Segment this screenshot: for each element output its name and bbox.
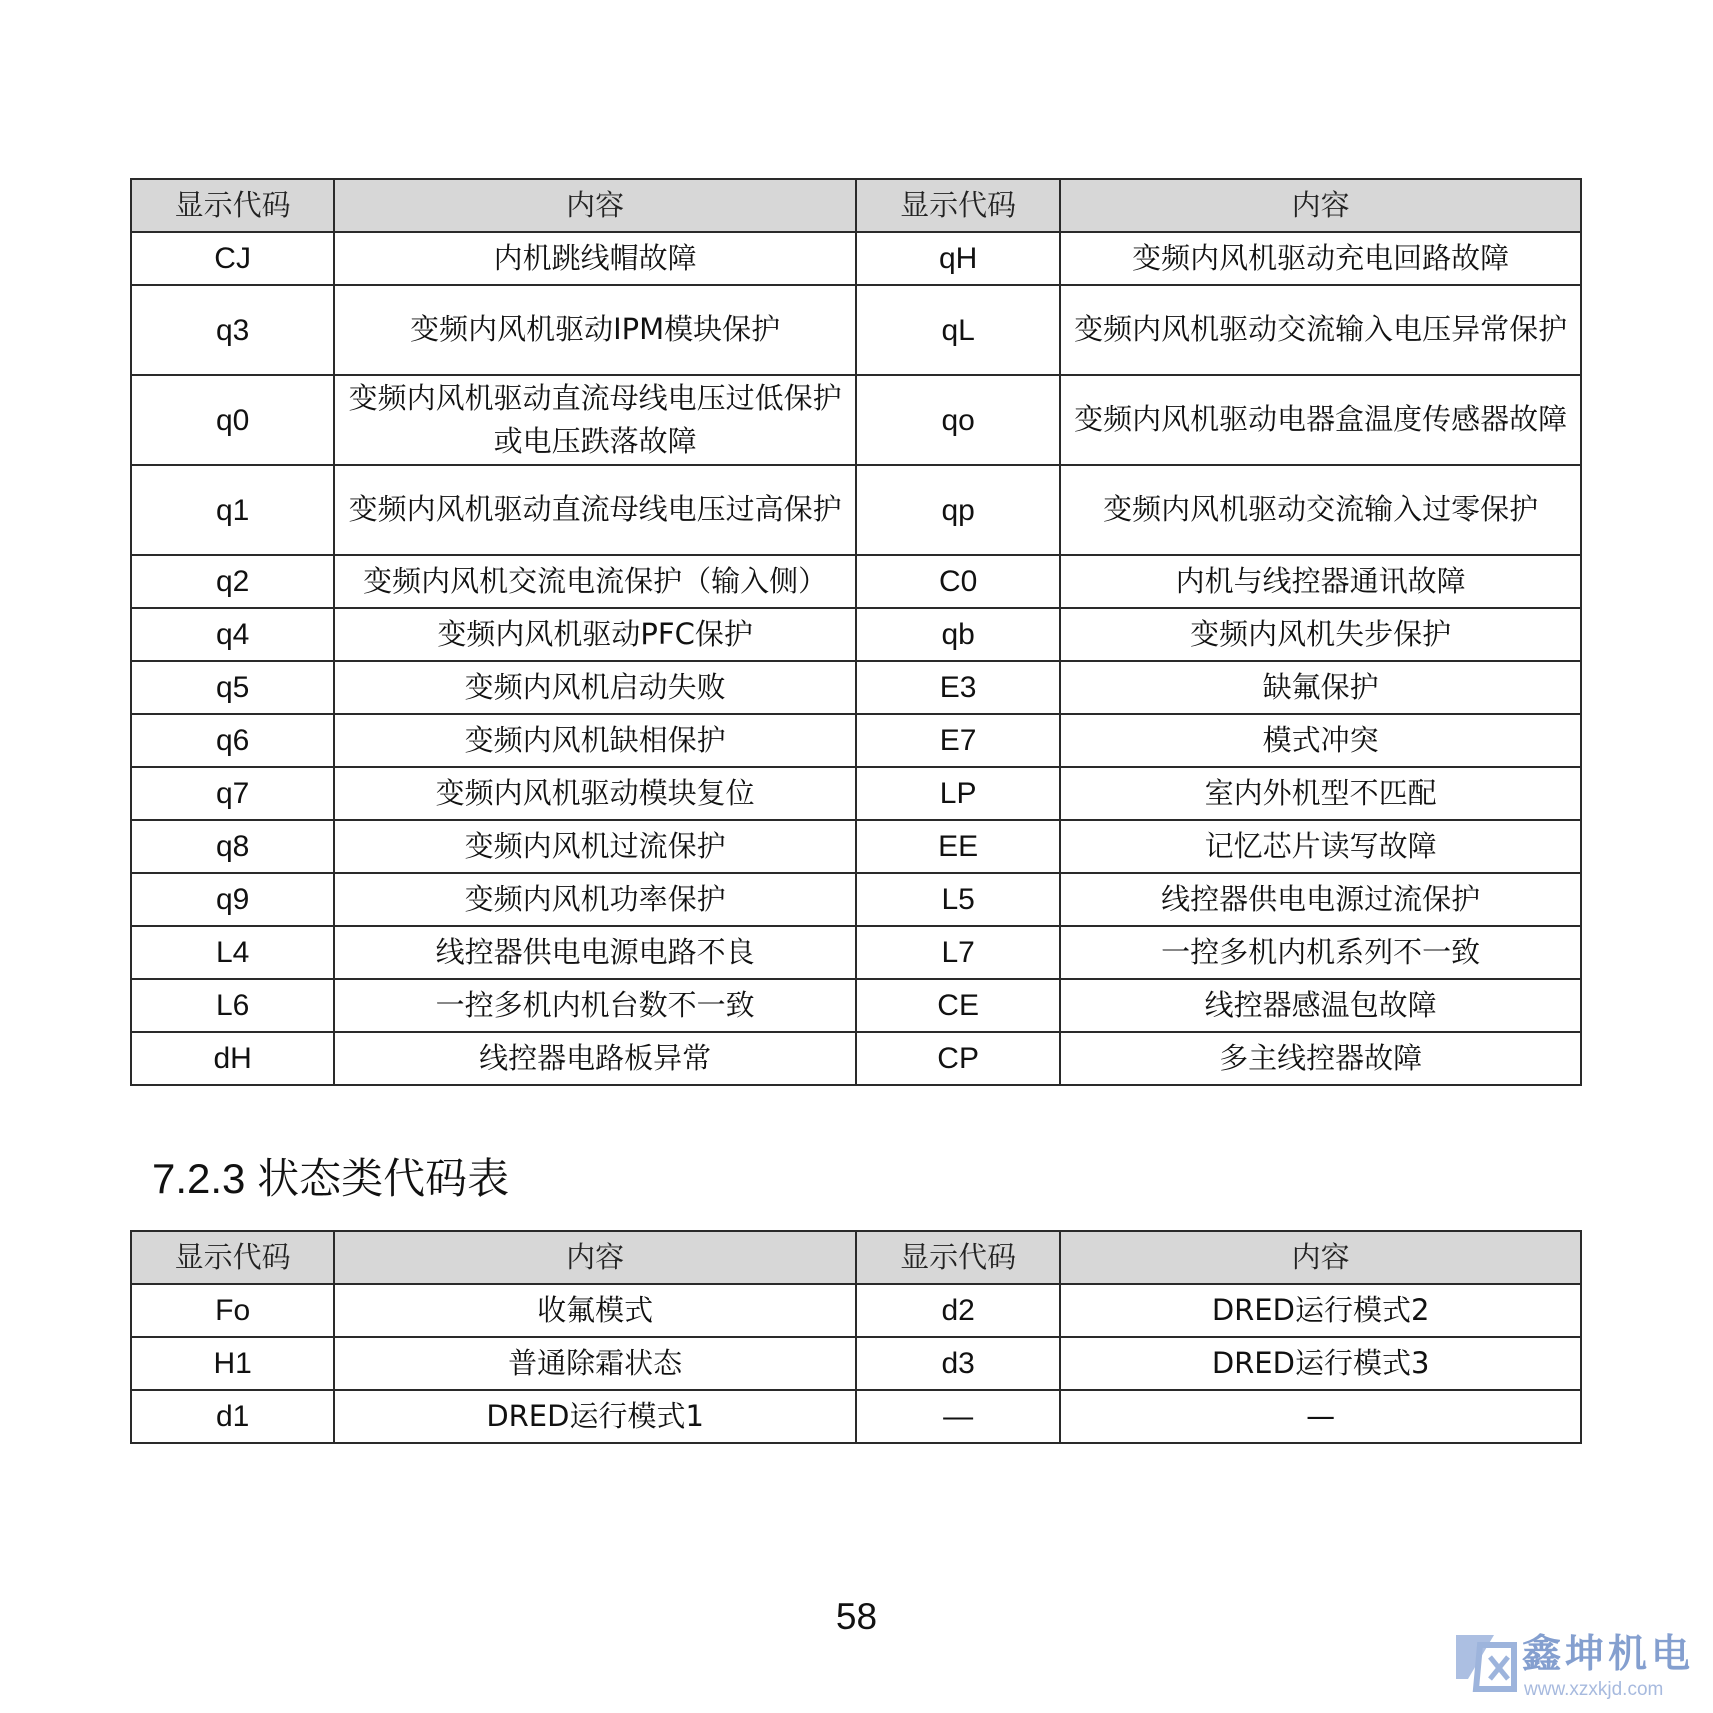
code-cell: CP [856,1032,1060,1085]
code-cell: Fo [131,1284,334,1337]
code-cell: dH [131,1032,334,1085]
header-content: 内容 [334,1231,856,1284]
content-cell: 变频内风机驱动IPM模块保护 [334,285,856,375]
table-row [131,1284,1581,1337]
header-code: 显示代码 [131,179,334,232]
content-cell: 变频内风机驱动直流母线电压过高保护 [334,465,856,555]
table-row [131,285,1581,375]
table-row [131,232,1581,285]
content-cell: 变频内风机驱动电器盒温度传感器故障 [1060,375,1581,465]
header-code: 显示代码 [131,1231,334,1284]
header-content: 内容 [334,179,856,232]
content-cell: 缺氟保护 [1060,661,1581,714]
content-cell: 变频内风机启动失败 [334,661,856,714]
code-cell: C0 [856,555,1060,608]
table-row [131,926,1581,979]
code-cell: — [856,1390,1060,1443]
content-cell: 一控多机内机台数不一致 [334,979,856,1032]
watermark-url: www.xzxkjd.com [1524,1679,1664,1700]
content-cell: 室内外机型不匹配 [1060,767,1581,820]
code-cell: CE [856,979,1060,1032]
code-cell: CJ [131,232,334,285]
content-cell: 线控器供电电源过流保护 [1060,873,1581,926]
content-cell: 变频内风机驱动模块复位 [334,767,856,820]
section-heading: 7.2.3 状态类代码表 [152,1155,510,1202]
code-cell: q4 [131,608,334,661]
header-code: 显示代码 [856,1231,1060,1284]
content-cell: DRED运行模式2 [1060,1284,1581,1337]
code-cell: qb [856,608,1060,661]
content-cell: 变频内风机缺相保护 [334,714,856,767]
code-cell: q5 [131,661,334,714]
watermark-name: 鑫坤机电 [1522,1632,1695,1677]
header-code: 显示代码 [856,179,1060,232]
content-cell: 收氟模式 [334,1284,856,1337]
content-cell: 变频内风机驱动充电回路故障 [1060,232,1581,285]
code-cell: q9 [131,873,334,926]
code-cell: LP [856,767,1060,820]
code-cell: q1 [131,465,334,555]
code-cell: E7 [856,714,1060,767]
header-content: 内容 [1060,1231,1581,1284]
table-row [131,873,1581,926]
table-row [131,820,1581,873]
table-header-row [131,1231,1581,1284]
content-cell: DRED运行模式1 [334,1390,856,1443]
code-cell: EE [856,820,1060,873]
content-cell: 变频内风机驱动交流输入过零保护 [1060,465,1581,555]
table-row [131,1337,1581,1390]
table-row [131,465,1581,555]
table-row [131,1390,1581,1443]
status-code-table [130,1230,1582,1444]
code-cell: q7 [131,767,334,820]
code-cell: d3 [856,1337,1060,1390]
xk-logo-icon [1450,1627,1520,1697]
code-cell: E3 [856,661,1060,714]
table-header-row [131,179,1581,232]
watermark [1450,1619,1705,1711]
code-cell: q0 [131,375,334,465]
page-number: 58 [835,1596,878,1637]
content-cell: DRED运行模式3 [1060,1337,1581,1390]
code-cell: qp [856,465,1060,555]
fault-code-table [130,178,1582,1086]
table-row [131,555,1581,608]
content-cell: 内机与线控器通讯故障 [1060,555,1581,608]
content-cell: 变频内风机交流电流保护（输入侧） [334,555,856,608]
table-row [131,714,1581,767]
code-cell: d2 [856,1284,1060,1337]
code-cell: d1 [131,1390,334,1443]
content-cell: 线控器感温包故障 [1060,979,1581,1032]
code-cell: q6 [131,714,334,767]
table-row [131,608,1581,661]
table-row [131,375,1581,465]
table-row [131,767,1581,820]
content-cell: 记忆芯片读写故障 [1060,820,1581,873]
content-cell: 线控器电路板异常 [334,1032,856,1085]
content-cell: 变频内风机过流保护 [334,820,856,873]
table-row [131,661,1581,714]
content-cell: 内机跳线帽故障 [334,232,856,285]
content-cell: 线控器供电电源电路不良 [334,926,856,979]
content-cell: 变频内风机驱动交流输入电压异常保护 [1060,285,1581,375]
content-cell: 变频内风机驱动PFC保护 [334,608,856,661]
content-cell: 模式冲突 [1060,714,1581,767]
content-cell: 多主线控器故障 [1060,1032,1581,1085]
content-cell: — [1060,1390,1581,1443]
code-cell: q3 [131,285,334,375]
table-row [131,979,1581,1032]
content-cell: 一控多机内机系列不一致 [1060,926,1581,979]
content-cell: 普通除霜状态 [334,1337,856,1390]
code-cell: L6 [131,979,334,1032]
header-content: 内容 [1060,179,1581,232]
code-cell: H1 [131,1337,334,1390]
code-cell: L7 [856,926,1060,979]
code-cell: qH [856,232,1060,285]
code-cell: q2 [131,555,334,608]
table-row [131,1032,1581,1085]
code-cell: qL [856,285,1060,375]
content-cell: 变频内风机驱动直流母线电压过低保护或电压跌落故障 [334,375,856,465]
code-cell: L5 [856,873,1060,926]
content-cell: 变频内风机失步保护 [1060,608,1581,661]
code-cell: L4 [131,926,334,979]
code-cell: q8 [131,820,334,873]
content-cell: 变频内风机功率保护 [334,873,856,926]
code-cell: qo [856,375,1060,465]
